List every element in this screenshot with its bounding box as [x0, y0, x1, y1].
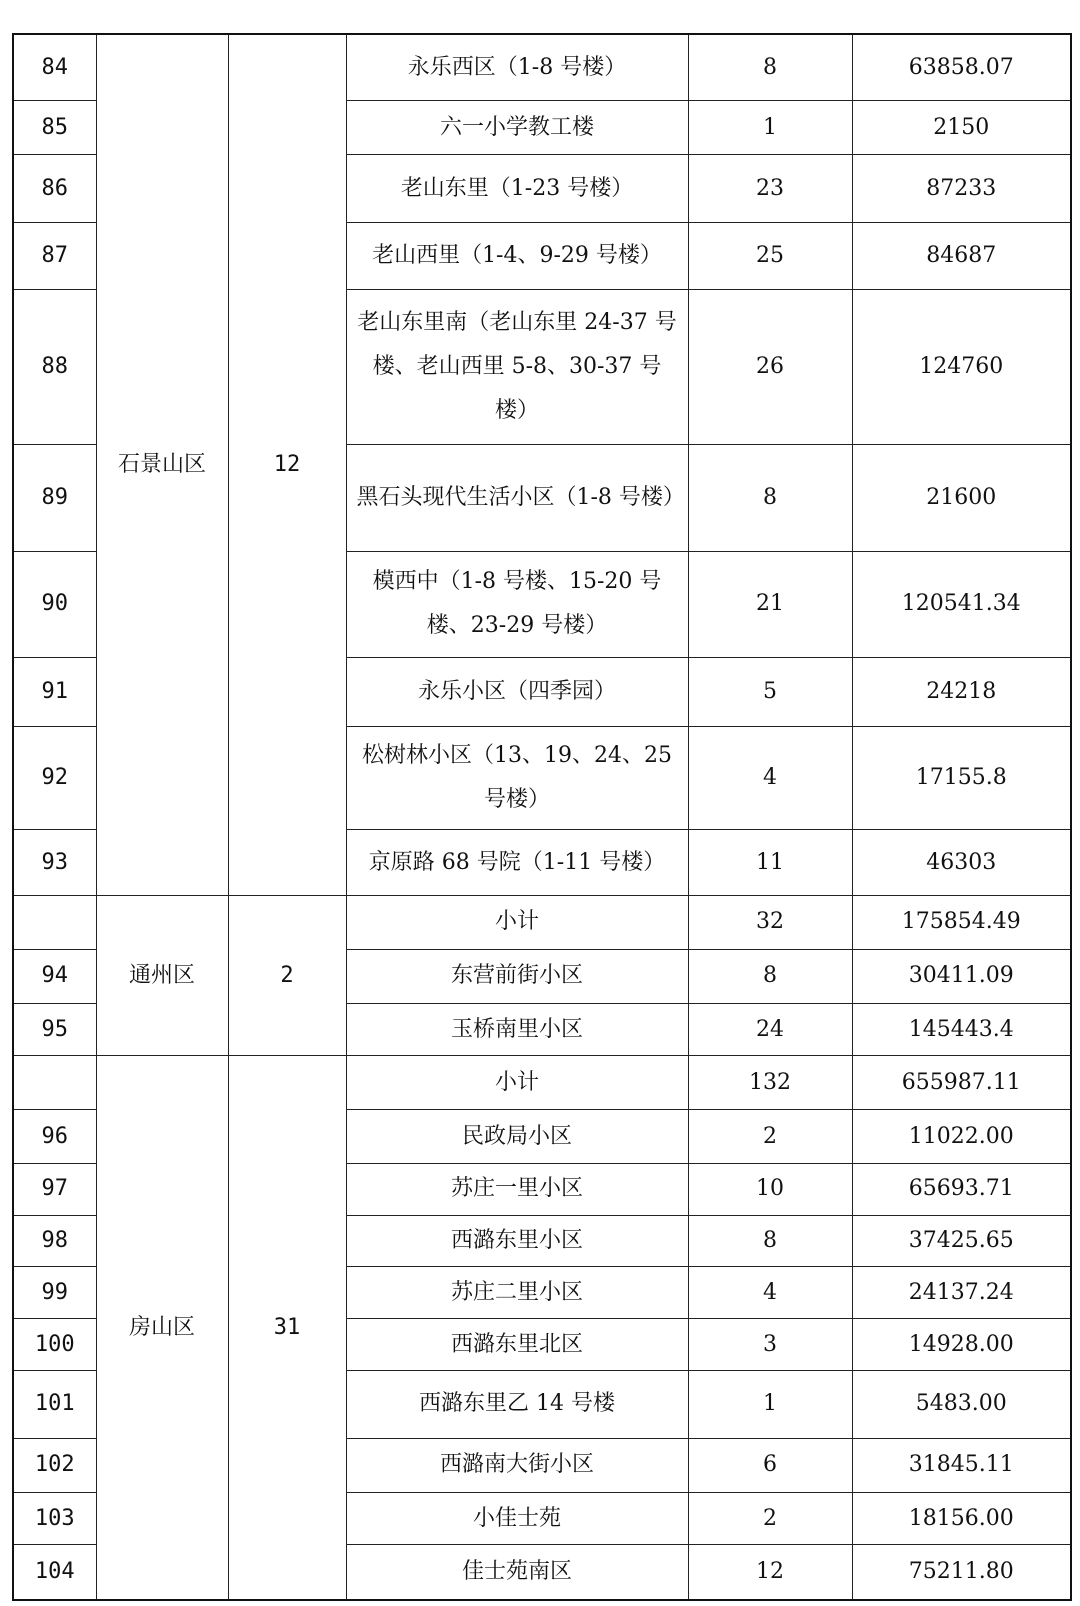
floor-area: 175854.49 — [852, 896, 1071, 950]
row-number: 101 — [13, 1370, 96, 1438]
floor-area: 84687 — [852, 223, 1071, 290]
row-number: 95 — [13, 1003, 96, 1056]
floor-area: 2150 — [852, 101, 1071, 155]
row-number: 92 — [13, 726, 96, 830]
community-name: 西潞东里北区 — [346, 1319, 688, 1371]
community-name: 黑石头现代生活小区（1-8 号楼） — [346, 445, 688, 552]
row-number: 99 — [13, 1267, 96, 1319]
community-name: 六一小学教工楼 — [346, 101, 688, 155]
building-count: 6 — [688, 1438, 852, 1492]
district-name: 通州区 — [96, 896, 228, 1056]
floor-area: 5483.00 — [852, 1370, 1071, 1438]
building-count: 2 — [688, 1110, 852, 1164]
building-count: 32 — [688, 896, 852, 950]
floor-area: 65693.71 — [852, 1163, 1071, 1215]
community-name: 西潞东里乙 14 号楼 — [346, 1370, 688, 1438]
building-count: 5 — [688, 657, 852, 726]
building-count: 1 — [688, 101, 852, 155]
community-name: 小计 — [346, 1056, 688, 1110]
row-number: 98 — [13, 1215, 96, 1267]
floor-area: 124760 — [852, 290, 1071, 445]
floor-area: 46303 — [852, 830, 1071, 896]
community-name: 小计 — [346, 896, 688, 950]
row-number: 93 — [13, 830, 96, 896]
floor-area: 11022.00 — [852, 1110, 1071, 1164]
community-name: 玉桥南里小区 — [346, 1003, 688, 1056]
community-name: 老山西里（1-4、9-29 号楼） — [346, 223, 688, 290]
floor-area: 17155.8 — [852, 726, 1071, 830]
community-name: 西潞南大街小区 — [346, 1438, 688, 1492]
floor-area: 14928.00 — [852, 1319, 1071, 1371]
row-number — [13, 896, 96, 950]
floor-area: 655987.11 — [852, 1056, 1071, 1110]
district-name: 房山区 — [96, 1056, 228, 1600]
row-number: 104 — [13, 1545, 96, 1600]
community-name: 民政局小区 — [346, 1110, 688, 1164]
community-name: 老山东里南（老山东里 24-37 号楼、老山西里 5-8、30-37 号楼） — [346, 290, 688, 445]
row-number: 88 — [13, 290, 96, 445]
row-number: 89 — [13, 445, 96, 552]
building-count: 26 — [688, 290, 852, 445]
row-number: 91 — [13, 657, 96, 726]
floor-area: 24218 — [852, 657, 1071, 726]
community-name: 小佳士苑 — [346, 1492, 688, 1545]
row-number: 102 — [13, 1438, 96, 1492]
building-count: 25 — [688, 223, 852, 290]
community-name: 老山东里（1-23 号楼） — [346, 155, 688, 223]
row-number: 87 — [13, 223, 96, 290]
district-count: 31 — [228, 1056, 346, 1600]
row-number: 96 — [13, 1110, 96, 1164]
floor-area: 18156.00 — [852, 1492, 1071, 1545]
district-count: 2 — [228, 896, 346, 1056]
floor-area: 75211.80 — [852, 1545, 1071, 1600]
building-count: 4 — [688, 1267, 852, 1319]
building-count: 8 — [688, 949, 852, 1003]
row-number: 84 — [13, 34, 96, 101]
community-name: 永乐小区（四季园） — [346, 657, 688, 726]
floor-area: 24137.24 — [852, 1267, 1071, 1319]
community-name: 模西中（1-8 号楼、15-20 号楼、23-29 号楼） — [346, 552, 688, 658]
row-number: 97 — [13, 1163, 96, 1215]
floor-area: 37425.65 — [852, 1215, 1071, 1267]
row-number: 86 — [13, 155, 96, 223]
building-count: 10 — [688, 1163, 852, 1215]
floor-area: 63858.07 — [852, 34, 1071, 101]
building-count: 12 — [688, 1545, 852, 1600]
floor-area: 21600 — [852, 445, 1071, 552]
building-count: 2 — [688, 1492, 852, 1545]
community-table — [12, 33, 1072, 1601]
subtotal-row — [13, 1056, 1071, 1110]
building-count: 24 — [688, 1003, 852, 1056]
row-number: 103 — [13, 1492, 96, 1545]
building-count: 132 — [688, 1056, 852, 1110]
community-name: 佳士苑南区 — [346, 1545, 688, 1600]
row-number: 94 — [13, 949, 96, 1003]
row-number: 90 — [13, 552, 96, 658]
community-name: 西潞东里小区 — [346, 1215, 688, 1267]
floor-area: 87233 — [852, 155, 1071, 223]
building-count: 21 — [688, 552, 852, 658]
row-number: 100 — [13, 1319, 96, 1371]
building-count: 4 — [688, 726, 852, 830]
community-name: 永乐西区（1-8 号楼） — [346, 34, 688, 101]
row-number: 85 — [13, 101, 96, 155]
floor-area: 120541.34 — [852, 552, 1071, 658]
building-count: 3 — [688, 1319, 852, 1371]
building-count: 8 — [688, 1215, 852, 1267]
row-number — [13, 1056, 96, 1110]
subtotal-row — [13, 896, 1071, 950]
community-name: 松树林小区（13、19、24、25 号楼） — [346, 726, 688, 830]
community-name: 苏庄一里小区 — [346, 1163, 688, 1215]
district-count: 12 — [228, 34, 346, 896]
building-count: 23 — [688, 155, 852, 223]
table-row — [13, 34, 1071, 101]
building-count: 1 — [688, 1370, 852, 1438]
floor-area: 145443.4 — [852, 1003, 1071, 1056]
floor-area: 31845.11 — [852, 1438, 1071, 1492]
building-count: 11 — [688, 830, 852, 896]
community-name: 京原路 68 号院（1-11 号楼） — [346, 830, 688, 896]
community-name: 东营前街小区 — [346, 949, 688, 1003]
building-count: 8 — [688, 34, 852, 101]
community-name: 苏庄二里小区 — [346, 1267, 688, 1319]
district-name: 石景山区 — [96, 34, 228, 896]
building-count: 8 — [688, 445, 852, 552]
floor-area: 30411.09 — [852, 949, 1071, 1003]
